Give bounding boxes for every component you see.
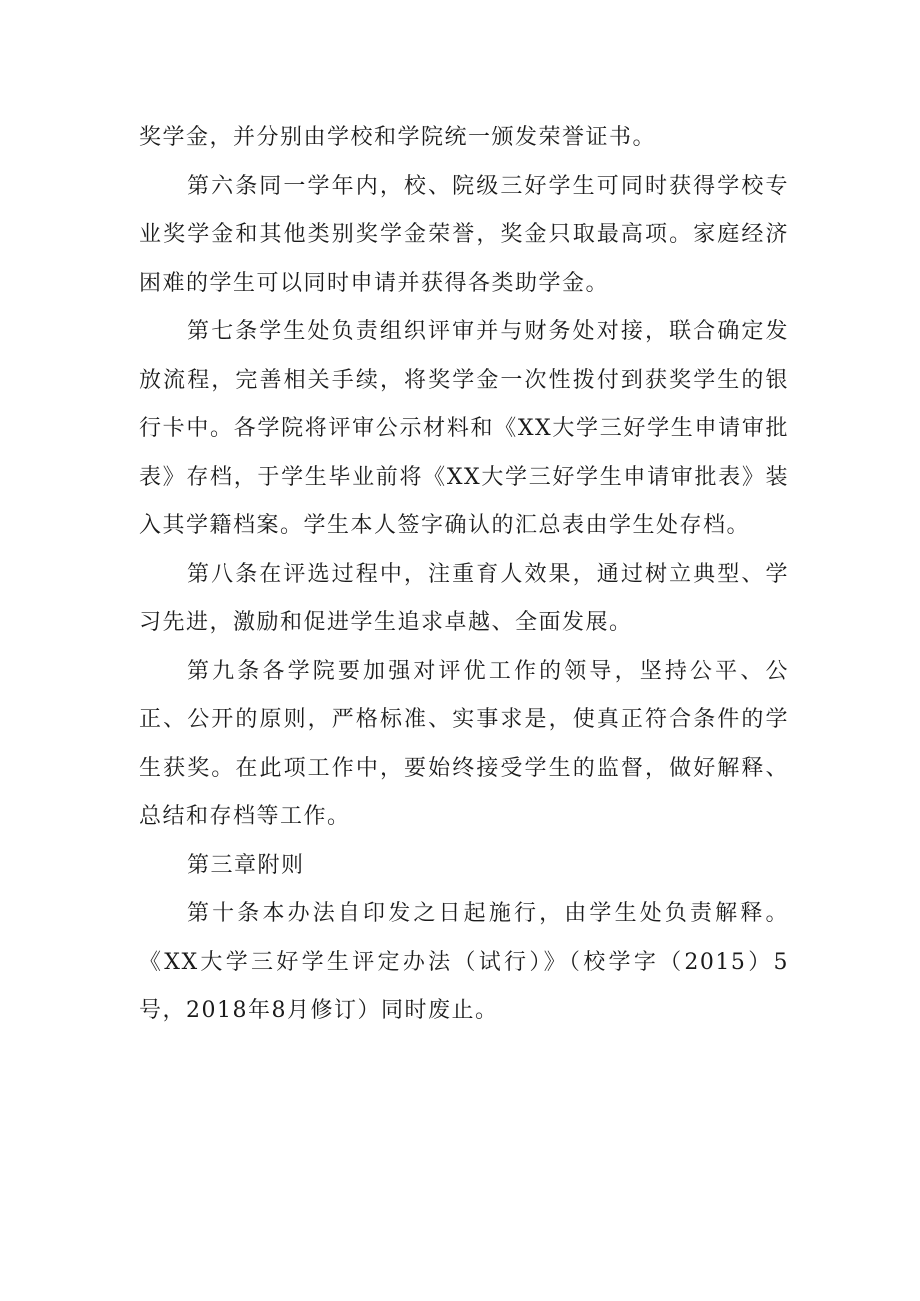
- paragraph-article-10: 第十条本办法自印发之日起施行，由学生处负责解释。《XX大学三好学生评定办法（试行）》（校学字（2015）5号，2018年8月修订）同时废止。: [139, 901, 789, 1023]
- document-body: [139, 114, 789, 1036]
- paragraph-continuation: 奖学金，并分别由学校和学院统一颁发荣誉证书。: [139, 125, 657, 150]
- paragraph-article-9: 第九条各学院要加强对评优工作的领导，坚持公平、公正、公开的原则，严格标准、实事求是，使真正符合条件的学生获奖。在此项工作中，要始终接受学生的监督，做好解释、总结和存档等工作。: [139, 658, 789, 829]
- paragraph-article-8: 第八条在评选过程中，注重育人效果，通过树立典型、学习先进，激励和促进学生追求卓越、全面发展。: [139, 561, 789, 635]
- chapter-heading: 第三章附则: [187, 852, 305, 878]
- paragraph-article-6: 第六条同一学年内，校、院级三好学生可同时获得学校专业奖学金和其他类别奖学金荣誉，奖金只取最高项。家庭经济困难的学生可以同时申请并获得各类助学金。: [139, 173, 789, 296]
- paragraph-article-7: 第七条学生处负责组织评审并与财务处对接，联合确定发放流程，完善相关手续，将奖学金一次性拨付到获奖学生的银行卡中。各学院将评审公示材料和《XX大学三好学生申请审批表》存档，于学生毕业前将《XX大学三好学生申请审批表》装入其学籍档案。学生本人签字确认的汇总表由学生处存档。: [139, 319, 789, 538]
